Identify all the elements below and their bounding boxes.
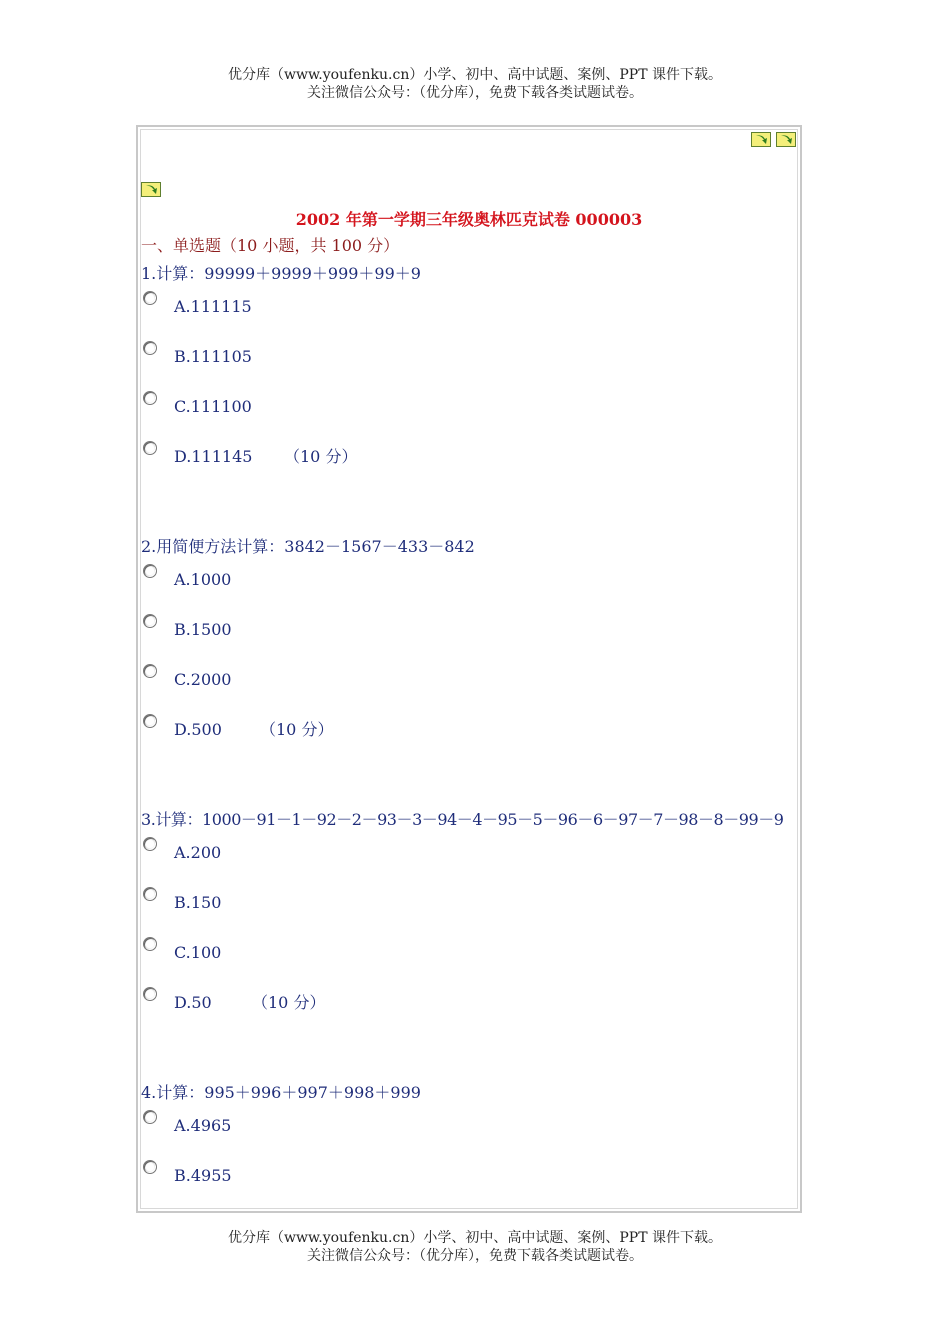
green-arrow-icon xyxy=(754,134,770,146)
watermark-line-2: 关注微信公众号：（优分库），免费下载各类试题试卷。 xyxy=(307,1248,643,1264)
question-1-option-a-radio[interactable] xyxy=(143,291,157,305)
question-3-option-d: D.50 xyxy=(174,993,212,1012)
question-1-option-b: B.111105 xyxy=(174,347,252,366)
question-3-option-a-radio[interactable] xyxy=(143,837,157,851)
question-2-option-b-radio[interactable] xyxy=(143,614,157,628)
question-2-option-a: A.1000 xyxy=(174,570,232,589)
footer-watermark xyxy=(0,1229,950,1265)
exam-frame-inner xyxy=(140,129,798,1209)
question-2-option-c: C.2000 xyxy=(174,670,232,689)
question-3-option-b: B.150 xyxy=(174,893,222,912)
question-1-text: 1.计算：99999＋9999＋999＋99＋9 xyxy=(141,264,421,283)
question-3-text: 3.计算：1000－91－1－92－2－93－3－94－4－95－5－96－6－97－7－98－8－99－9 xyxy=(141,810,784,829)
question-2-points: （10 分） xyxy=(260,720,334,739)
question-1-option-b-radio[interactable] xyxy=(143,341,157,355)
next-page-button[interactable] xyxy=(751,132,771,147)
watermark-line-1: 优分库（www.youfenku.cn）小学、初中、高中试题、案例、PPT 课件下载。 xyxy=(227,1230,722,1246)
question-1-option-d-radio[interactable] xyxy=(143,441,157,455)
question-1-option-d: D.111145 xyxy=(174,447,253,466)
question-1-option-c: C.111100 xyxy=(174,397,252,416)
question-4-option-b: B.4955 xyxy=(174,1166,232,1185)
watermark-line-1: 优分库（www.youfenku.cn）小学、初中、高中试题、案例、PPT 课件下载。 xyxy=(227,67,722,83)
question-4-text: 4.计算：995＋996＋997＋998＋999 xyxy=(141,1083,421,1102)
question-3-points: （10 分） xyxy=(252,993,326,1012)
question-2-option-a-radio[interactable] xyxy=(143,564,157,578)
green-arrow-icon xyxy=(144,184,160,196)
question-3-option-c-radio[interactable] xyxy=(143,937,157,951)
header-watermark xyxy=(0,66,950,102)
question-3-option-b-radio[interactable] xyxy=(143,887,157,901)
question-3-option-d-radio[interactable] xyxy=(143,987,157,1001)
green-arrow-icon xyxy=(779,134,795,146)
section-heading: 一、单选题（10 小题，共 100 分） xyxy=(141,236,400,255)
question-3-option-c: C.100 xyxy=(174,943,222,962)
question-2-option-d: D.500 xyxy=(174,720,222,739)
exam-frame xyxy=(136,125,802,1213)
question-1-option-c-radio[interactable] xyxy=(143,391,157,405)
question-1-option-a: A.111115 xyxy=(174,297,252,316)
expand-section-button[interactable] xyxy=(141,182,161,197)
question-1-points: （10 分） xyxy=(284,447,358,466)
question-4-option-b-radio[interactable] xyxy=(143,1160,157,1174)
last-page-button[interactable] xyxy=(776,132,796,147)
question-2-text: 2.用简便方法计算：3842－1567－433－842 xyxy=(141,537,475,556)
question-2-option-d-radio[interactable] xyxy=(143,714,157,728)
question-4-option-a: A.4965 xyxy=(174,1116,232,1135)
question-3-option-a: A.200 xyxy=(174,843,222,862)
exam-title: 2002 年第一学期三年级奥林匹克试卷 000003 xyxy=(295,210,643,229)
watermark-line-2: 关注微信公众号：（优分库），免费下载各类试题试卷。 xyxy=(307,85,643,101)
question-4-option-a-radio[interactable] xyxy=(143,1110,157,1124)
question-2-option-c-radio[interactable] xyxy=(143,664,157,678)
question-2-option-b: B.1500 xyxy=(174,620,232,639)
